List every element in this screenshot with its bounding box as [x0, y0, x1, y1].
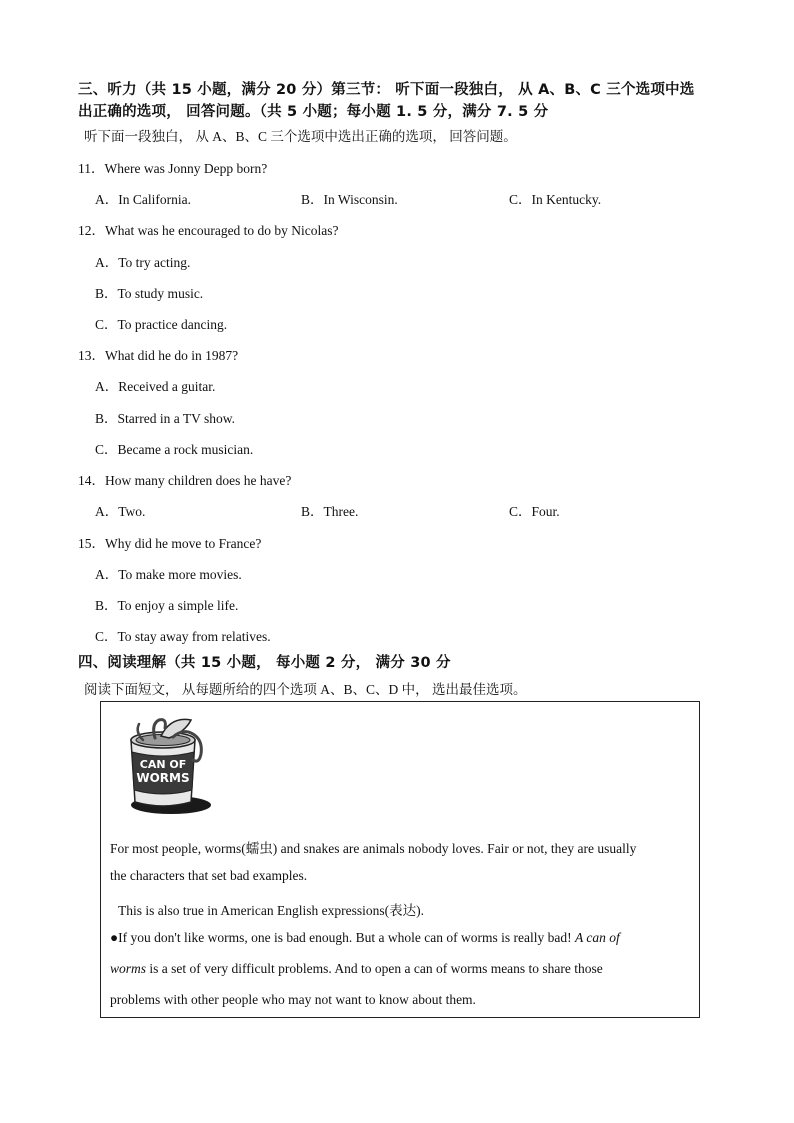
section-4-instruction: 阅读下面短文， 从每题所给的四个选项 A、B、C、D 中， 选出最佳选项。: [84, 682, 527, 697]
q15-option-c[interactable]: C．To stay away from relatives.: [95, 629, 271, 644]
q13-option-b[interactable]: B．Starred in a TV show.: [95, 411, 235, 426]
q15-option-b[interactable]: B．To enjoy a simple life.: [95, 598, 239, 613]
question-15: 15．Why did he move to France?: [78, 536, 262, 551]
passage-line-5-text: is a set of very difficult problems. And to open a can of worms means to share those: [146, 961, 603, 976]
passage-line-2: the characters that set bad examples.: [110, 868, 308, 883]
passage-line-5: [110, 961, 603, 977]
passage-line-5-idiom: worms: [110, 961, 147, 976]
q14-option-a[interactable]: A．Two.: [95, 504, 146, 519]
q14-option-b[interactable]: B．Three.: [301, 504, 359, 519]
can-label-line-2: WORMS: [136, 771, 190, 785]
passage-line-4-idiom: A can of: [575, 930, 620, 945]
passage-line-4: [110, 930, 620, 946]
can-label-line-1: CAN OF: [139, 758, 187, 771]
question-13: 13．What did he do in 1987?: [78, 348, 239, 363]
q13-option-c[interactable]: C．Became a rock musician.: [95, 442, 254, 457]
q13-option-a[interactable]: A．Received a guitar.: [95, 379, 216, 394]
passage-line-6: problems with other people who may not want to know about them.: [110, 992, 476, 1007]
q11-option-b[interactable]: B．In Wisconsin.: [301, 192, 398, 207]
q14-option-c[interactable]: C．Four.: [509, 504, 560, 519]
q12-option-c[interactable]: C．To practice dancing.: [95, 317, 228, 332]
reading-passage-box: [100, 701, 700, 1018]
passage-line-4-text: ●If you don't like worms, one is bad enough. But a whole can of worms is really bad!: [110, 930, 575, 945]
q11-option-c[interactable]: C．In Kentucky.: [509, 192, 602, 207]
q12-option-a[interactable]: A．To try acting.: [95, 255, 191, 270]
question-12: 12．What was he encouraged to do by Nicolas?: [78, 223, 339, 238]
question-14: 14．How many children does he have?: [78, 473, 292, 488]
q11-option-a[interactable]: A．In California.: [95, 192, 191, 207]
q15-option-a[interactable]: A．To make more movies.: [95, 567, 242, 582]
passage-line-3: This is also true in American English expressions(表达).: [118, 903, 424, 918]
passage-line-1: For most people, worms(蠕虫) and snakes are animals nobody loves. Fair or not, they are usually: [110, 841, 637, 856]
question-11: 11．Where was Jonny Depp born?: [78, 161, 268, 176]
can-of-worms-image: [113, 710, 213, 820]
section-3-heading-line-1: 三、听力（共 15 小题，满分 20 分）第三节： 听下面一段独白， 从 A、B、C 三个选项中选: [78, 82, 695, 98]
section-3-heading-line-2: 出正确的选项， 回答问题。（共 5 小题；每小题 1. 5 分，满分 7. 5 分: [78, 104, 549, 120]
section-3-instruction: 听下面一段独白， 从 A、B、C 三个选项中选出正确的选项， 回答问题。: [84, 129, 517, 144]
section-4-heading: 四、阅读理解（共 15 小题， 每小题 2 分， 满分 30 分: [78, 655, 451, 671]
q12-option-b[interactable]: B．To study music.: [95, 286, 204, 301]
